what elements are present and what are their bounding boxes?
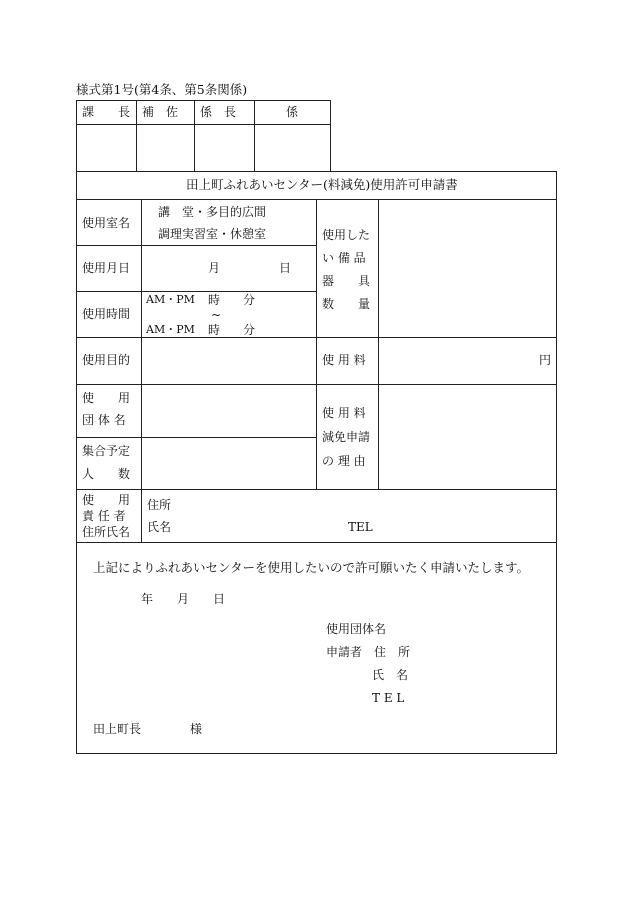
date-day-unit: 日 [279, 261, 292, 275]
approval-header-staff: 係 [286, 105, 299, 119]
attendees-input[interactable] [142, 438, 315, 488]
date-input[interactable] [142, 246, 315, 290]
time-start-minute-unit: 分 [243, 293, 256, 307]
declaration-statement: 上記によりふれあいセンターを使用したいので許可願いたく申請いたします。 [93, 560, 530, 575]
honorific: 様 [190, 722, 203, 736]
responsible-name-label: 氏名 [147, 520, 172, 534]
responsible-label-line1: 使 用 [82, 493, 131, 507]
group-label-line2: 団 体 名 [82, 413, 126, 427]
time-label: 使用時間 [82, 307, 131, 321]
equipment-label-line1: 使用した [322, 228, 371, 242]
exemption-reason-input[interactable] [379, 385, 555, 488]
time-start-hour-unit: 時 [208, 293, 221, 307]
purpose-label: 使用目的 [82, 353, 131, 367]
room-option-hall[interactable]: 講 堂・多目的広間 [158, 205, 267, 219]
form-number: 様式第1号(第4条、第5条関係) [76, 82, 248, 97]
applicant-name-label: 氏 名 [372, 668, 409, 682]
fee-unit-yen: 円 [539, 353, 552, 367]
responsible-address-label: 住所 [147, 498, 172, 512]
equipment-input[interactable] [379, 200, 555, 336]
room-option-kitchen[interactable]: 調理実習室・休憩室 [158, 227, 267, 241]
date-label: 使用月日 [82, 261, 131, 275]
time-tilde: ~ [211, 308, 222, 322]
group-label-line1: 使 用 [82, 391, 131, 405]
fee-label: 使 用 料 [322, 353, 366, 367]
attendees-label-line2: 人 数 [82, 467, 131, 481]
time-start-ampm[interactable]: AM・PM [146, 293, 195, 306]
addressee: 田上町長 [93, 722, 142, 736]
stamp-box-4[interactable] [255, 125, 329, 170]
approval-header-section-chief: 課 長 [82, 105, 131, 119]
responsible-label-line3: 住所氏名 [82, 525, 131, 539]
applicant-tel-label: T E L [372, 691, 405, 705]
stamp-box-3[interactable] [195, 125, 253, 170]
responsible-label-line2: 責 任 者 [82, 509, 126, 523]
stamp-box-1[interactable] [77, 125, 135, 170]
time-end-ampm[interactable]: AM・PM [146, 323, 195, 336]
attendees-label-line1: 集合予定 [82, 444, 131, 458]
time-end-hour-unit: 時 [208, 323, 221, 337]
responsible-tel-label: TEL [348, 520, 373, 534]
approval-header-subsection-chief: 係 長 [200, 105, 237, 119]
room-label: 使用室名 [82, 216, 131, 230]
form-title: 田上町ふれあいセンター(料減免)使用許可申請書 [186, 177, 458, 192]
exemption-label-line3: の 理 由 [322, 454, 366, 468]
equipment-label-line2: い 備 品 [322, 251, 366, 265]
applicant-address-label: 申請者 住 所 [326, 645, 411, 659]
declaration-date: 年 月 日 [141, 592, 226, 606]
exemption-label-line1: 使 用 料 [322, 406, 366, 420]
time-end-minute-unit: 分 [243, 323, 256, 337]
approval-header-assistant: 補 佐 [142, 105, 179, 119]
group-name-input[interactable] [142, 385, 315, 436]
responsible-input[interactable] [180, 490, 555, 541]
purpose-input[interactable] [142, 338, 315, 383]
equipment-label-line3: 器 具 [322, 274, 371, 288]
group-name-label: 使用団体名 [326, 622, 387, 636]
fee-input[interactable] [379, 338, 529, 383]
date-month-unit: 月 [208, 261, 221, 275]
stamp-box-2[interactable] [137, 125, 193, 170]
exemption-label-line2: 減免申請 [322, 430, 371, 444]
equipment-label-line4: 数 量 [322, 297, 371, 311]
